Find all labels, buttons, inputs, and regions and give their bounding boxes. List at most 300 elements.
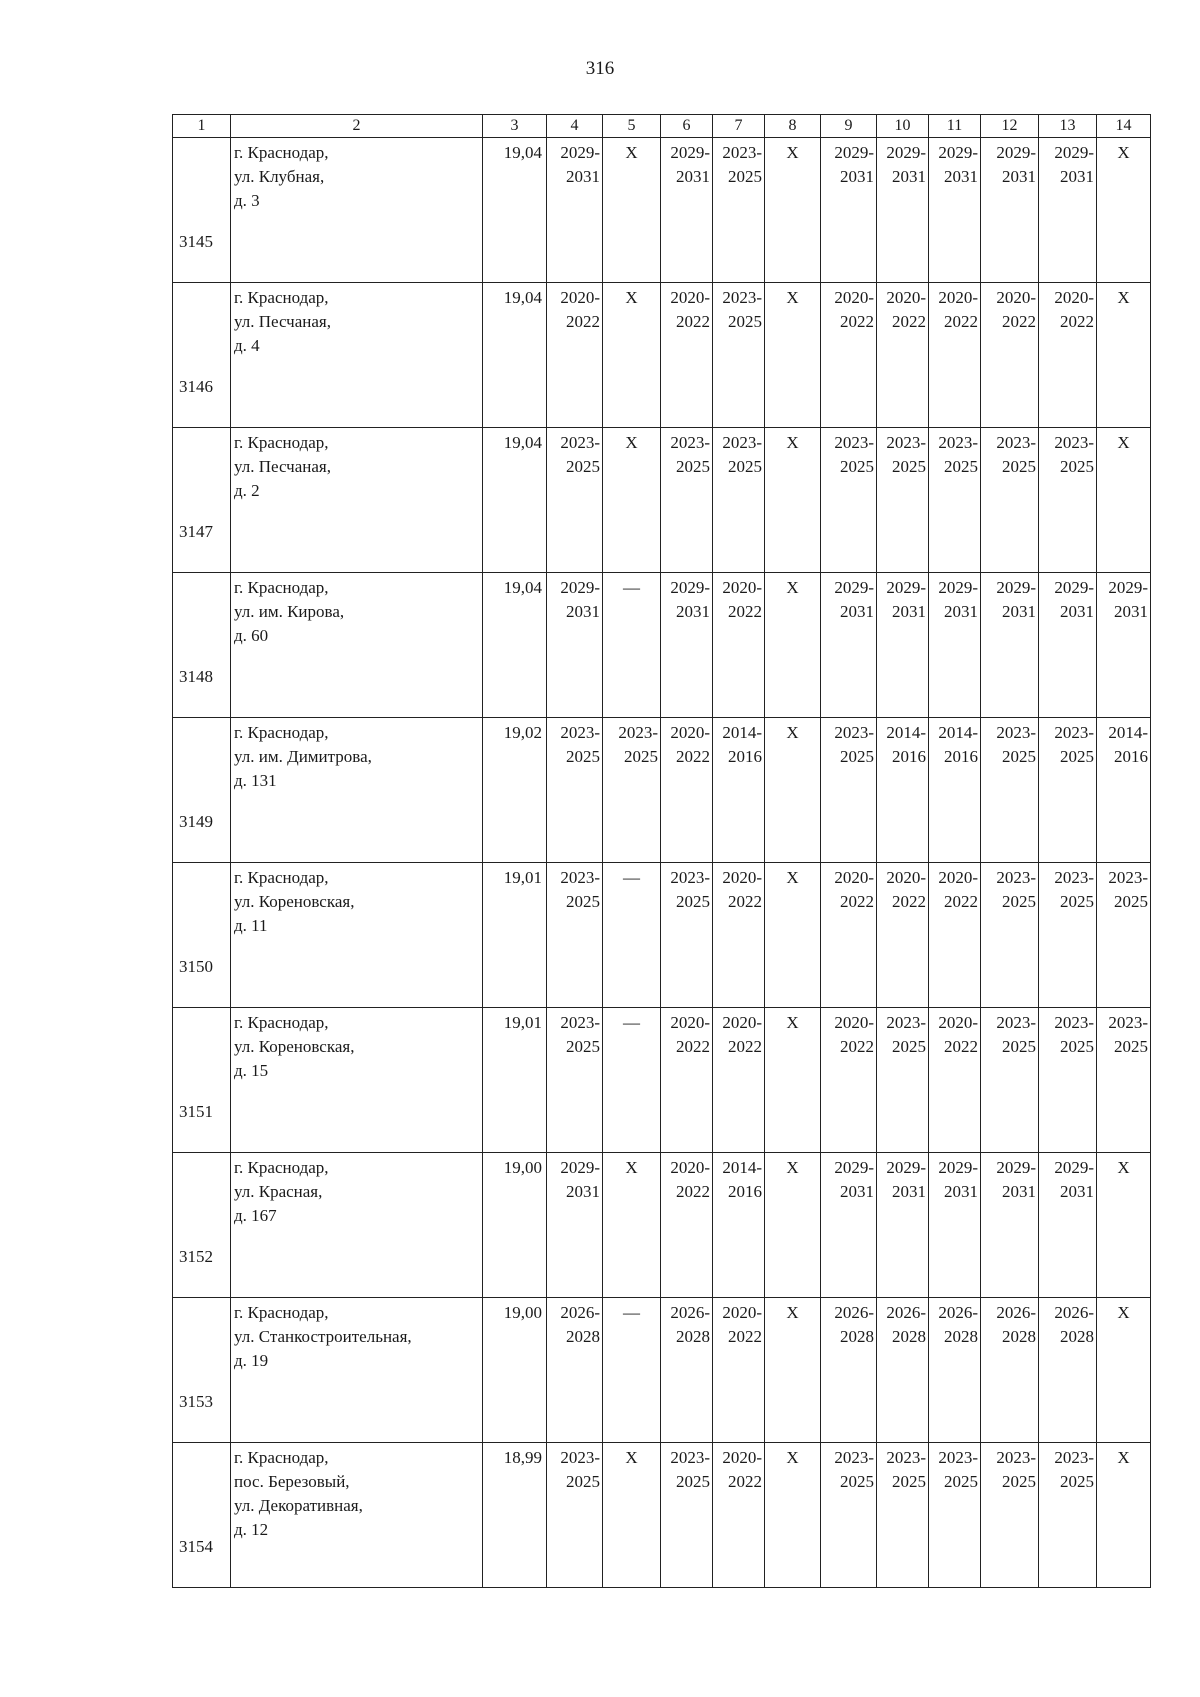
period-cell xyxy=(981,428,1039,573)
period-cell xyxy=(1039,1443,1097,1588)
cell-text: X xyxy=(786,868,799,887)
cell-text: 2029- xyxy=(834,578,874,597)
period-cell xyxy=(821,1008,877,1153)
symbol-cell xyxy=(1097,138,1151,283)
cell-text: 2022 xyxy=(892,892,926,911)
cell-text: 2025 xyxy=(1060,1472,1094,1491)
cell-text: 2031 xyxy=(1060,602,1094,621)
period-cell xyxy=(547,573,603,718)
cell-text: 2020- xyxy=(670,723,710,742)
cell-text: 2023- xyxy=(722,143,762,162)
cell-text: X xyxy=(1117,143,1130,162)
period-cell xyxy=(1039,283,1097,428)
period-cell xyxy=(981,718,1039,863)
cell-text: 2016 xyxy=(892,747,926,766)
row-number: 3146 xyxy=(173,283,231,428)
cell-text: X xyxy=(1117,1448,1130,1467)
period-cell xyxy=(929,1298,981,1443)
cell-text: X xyxy=(786,1303,799,1322)
symbol-cell xyxy=(765,1298,821,1443)
period-cell xyxy=(821,283,877,428)
symbol-cell xyxy=(765,573,821,718)
symbol-cell xyxy=(765,1443,821,1588)
cell-text: 2016 xyxy=(1114,747,1148,766)
cell-text: 2028 xyxy=(1002,1327,1036,1346)
address-cell xyxy=(231,138,483,283)
address-cell xyxy=(231,718,483,863)
period-cell xyxy=(821,863,877,1008)
period-cell xyxy=(713,1443,765,1588)
address-line: г. Краснодар, xyxy=(234,868,329,887)
cell-text: 2026- xyxy=(886,1303,926,1322)
cell-text: 2026- xyxy=(996,1303,1036,1322)
column-header: 9 xyxy=(821,115,877,138)
area-cell: 19,01 xyxy=(483,863,547,1008)
period-cell xyxy=(929,863,981,1008)
cell-text: 2031 xyxy=(1060,1182,1094,1201)
row-number: 3153 xyxy=(173,1298,231,1443)
symbol-cell xyxy=(603,1443,661,1588)
cell-text: 2023- xyxy=(560,868,600,887)
cell-text: 2029- xyxy=(834,143,874,162)
cell-text: X xyxy=(786,433,799,452)
cell-text: 2025 xyxy=(566,1472,600,1491)
period-cell xyxy=(1039,1008,1097,1153)
header-row xyxy=(173,115,1151,138)
cell-text: 2022 xyxy=(892,312,926,331)
period-cell xyxy=(661,718,713,863)
cell-text: 2025 xyxy=(840,1472,874,1491)
cell-text: 2025 xyxy=(566,747,600,766)
cell-text: X xyxy=(625,1448,638,1467)
cell-text: 2028 xyxy=(892,1327,926,1346)
symbol-cell xyxy=(1097,428,1151,573)
symbol-cell xyxy=(765,1153,821,1298)
cell-text: 2020- xyxy=(938,1013,978,1032)
column-header: 2 xyxy=(231,115,483,138)
address-line: пос. Березовый, xyxy=(234,1472,350,1491)
symbol-cell xyxy=(1097,1443,1151,1588)
cell-text: X xyxy=(786,288,799,307)
table-header xyxy=(173,115,1151,138)
address-line: д. 3 xyxy=(234,191,260,210)
cell-text: 2023- xyxy=(1108,1013,1148,1032)
address-cell xyxy=(231,1443,483,1588)
period-cell xyxy=(1097,573,1151,718)
address-line: г. Краснодар, xyxy=(234,433,329,452)
cell-text: 2025 xyxy=(1002,1037,1036,1056)
cell-text: 2023- xyxy=(670,433,710,452)
row-number: 3150 xyxy=(173,863,231,1008)
cell-text: — xyxy=(623,1013,640,1032)
cell-text: 2022 xyxy=(728,1472,762,1491)
cell-text: 2031 xyxy=(566,1182,600,1201)
symbol-cell xyxy=(603,283,661,428)
cell-text: 2031 xyxy=(840,167,874,186)
period-cell xyxy=(1097,718,1151,863)
table-row xyxy=(173,1443,1151,1588)
period-cell xyxy=(929,428,981,573)
period-cell xyxy=(877,1008,929,1153)
cell-text: 2025 xyxy=(1002,457,1036,476)
cell-text: 2023- xyxy=(670,868,710,887)
symbol-cell xyxy=(603,1153,661,1298)
address-line: д. 2 xyxy=(234,481,260,500)
table-row xyxy=(173,138,1151,283)
cell-text: 2028 xyxy=(676,1327,710,1346)
period-cell xyxy=(981,1443,1039,1588)
cell-text: X xyxy=(625,288,638,307)
address-cell xyxy=(231,1153,483,1298)
symbol-cell xyxy=(603,1008,661,1153)
address-line: ул. им. Димитрова, xyxy=(234,747,372,766)
period-cell xyxy=(1097,863,1151,1008)
address-line: д. 60 xyxy=(234,626,269,645)
cell-text: 2025 xyxy=(944,457,978,476)
column-header: 14 xyxy=(1097,115,1151,138)
cell-text: X xyxy=(786,1448,799,1467)
area-cell: 19,00 xyxy=(483,1153,547,1298)
row-number: 3151 xyxy=(173,1008,231,1153)
address-cell xyxy=(231,573,483,718)
column-header: 7 xyxy=(713,115,765,138)
row-number: 3145 xyxy=(173,138,231,283)
address-line: ул. Клубная, xyxy=(234,167,325,186)
cell-text: 2031 xyxy=(566,602,600,621)
period-cell xyxy=(713,283,765,428)
cell-text: 2014- xyxy=(722,723,762,742)
period-cell xyxy=(661,283,713,428)
cell-text: 2025 xyxy=(840,747,874,766)
area-cell: 19,02 xyxy=(483,718,547,863)
cell-text: 2020- xyxy=(886,868,926,887)
cell-text: 2025 xyxy=(892,457,926,476)
period-cell xyxy=(661,1008,713,1153)
row-number: 3147 xyxy=(173,428,231,573)
address-cell xyxy=(231,1298,483,1443)
cell-text: 2023- xyxy=(560,1448,600,1467)
period-cell xyxy=(821,428,877,573)
column-header: 4 xyxy=(547,115,603,138)
symbol-cell xyxy=(603,573,661,718)
period-cell xyxy=(877,428,929,573)
cell-text: 2031 xyxy=(944,1182,978,1201)
cell-text: X xyxy=(786,578,799,597)
cell-text: 2028 xyxy=(566,1327,600,1346)
cell-text: 2026- xyxy=(1054,1303,1094,1322)
address-cell xyxy=(231,1008,483,1153)
cell-text: 2025 xyxy=(1060,1037,1094,1056)
address-line: г. Краснодар, xyxy=(234,143,329,162)
period-cell xyxy=(877,863,929,1008)
period-cell xyxy=(661,138,713,283)
cell-text: 2020- xyxy=(834,1013,874,1032)
column-header: 1 xyxy=(173,115,231,138)
row-number: 3152 xyxy=(173,1153,231,1298)
cell-text: — xyxy=(623,578,640,597)
symbol-cell xyxy=(1097,1153,1151,1298)
cell-text: 2020- xyxy=(670,1013,710,1032)
address-line: д. 15 xyxy=(234,1061,269,1080)
period-cell xyxy=(713,1153,765,1298)
column-header: 6 xyxy=(661,115,713,138)
cell-text: X xyxy=(1117,433,1130,452)
cell-text: 2029- xyxy=(886,143,926,162)
cell-text: 2026- xyxy=(938,1303,978,1322)
address-line: д. 11 xyxy=(234,916,268,935)
cell-text: 2026- xyxy=(560,1303,600,1322)
period-cell xyxy=(821,1153,877,1298)
cell-text: X xyxy=(625,433,638,452)
address-line: ул. Красная, xyxy=(234,1182,323,1201)
cell-text: 2020- xyxy=(722,578,762,597)
period-cell xyxy=(1039,863,1097,1008)
period-cell xyxy=(661,428,713,573)
address-line: г. Краснодар, xyxy=(234,1303,329,1322)
address-line: ул. Станкостроительная, xyxy=(234,1327,412,1346)
cell-text: 2029- xyxy=(834,1158,874,1177)
cell-text: 2020- xyxy=(938,288,978,307)
cell-text: 2023- xyxy=(1054,1448,1094,1467)
period-cell xyxy=(1039,428,1097,573)
period-cell xyxy=(877,718,929,863)
cell-text: 2029- xyxy=(938,143,978,162)
column-header: 3 xyxy=(483,115,547,138)
period-cell xyxy=(547,718,603,863)
period-cell xyxy=(821,1298,877,1443)
cell-text: 2023- xyxy=(560,433,600,452)
cell-text: 2025 xyxy=(566,1037,600,1056)
cell-text: 2025 xyxy=(676,457,710,476)
cell-text: 2023- xyxy=(834,723,874,742)
cell-text: 2025 xyxy=(566,457,600,476)
period-cell xyxy=(603,718,661,863)
cell-text: 2014- xyxy=(1108,723,1148,742)
period-cell xyxy=(821,1443,877,1588)
cell-text: 2020- xyxy=(670,1158,710,1177)
cell-text: 2020- xyxy=(722,1303,762,1322)
table-row xyxy=(173,1153,1151,1298)
cell-text: 2025 xyxy=(624,747,658,766)
address-cell xyxy=(231,428,483,573)
period-cell xyxy=(661,1443,713,1588)
symbol-cell xyxy=(1097,283,1151,428)
period-cell xyxy=(929,1443,981,1588)
registry-table xyxy=(172,114,1151,1588)
cell-text: 2022 xyxy=(1060,312,1094,331)
cell-text: 2020- xyxy=(722,1013,762,1032)
cell-text: 2022 xyxy=(840,312,874,331)
cell-text: 2029- xyxy=(938,1158,978,1177)
cell-text: X xyxy=(625,1158,638,1177)
cell-text: 2022 xyxy=(728,1037,762,1056)
period-cell xyxy=(929,573,981,718)
cell-text: 2023- xyxy=(938,433,978,452)
period-cell xyxy=(1039,718,1097,863)
symbol-cell xyxy=(603,138,661,283)
area-cell: 19,00 xyxy=(483,1298,547,1443)
cell-text: 2023- xyxy=(1054,433,1094,452)
cell-text: 2020- xyxy=(1054,288,1094,307)
cell-text: 2029- xyxy=(996,578,1036,597)
cell-text: 2023- xyxy=(996,1448,1036,1467)
period-cell xyxy=(1039,1153,1097,1298)
cell-text: 2031 xyxy=(676,602,710,621)
cell-text: 2031 xyxy=(676,167,710,186)
cell-text: 2020- xyxy=(670,288,710,307)
cell-text: 2026- xyxy=(834,1303,874,1322)
period-cell xyxy=(547,138,603,283)
row-number: 3148 xyxy=(173,573,231,718)
row-number: 3149 xyxy=(173,718,231,863)
address-line: д. 167 xyxy=(234,1206,277,1225)
area-cell: 19,01 xyxy=(483,1008,547,1153)
cell-text: 2022 xyxy=(944,892,978,911)
period-cell xyxy=(981,138,1039,283)
cell-text: 2029- xyxy=(670,143,710,162)
cell-text: 2031 xyxy=(892,602,926,621)
symbol-cell xyxy=(765,718,821,863)
address-line: д. 4 xyxy=(234,336,260,355)
cell-text: 2025 xyxy=(566,892,600,911)
cell-text: 2020- xyxy=(834,288,874,307)
cell-text: 2025 xyxy=(1002,747,1036,766)
cell-text: 2029- xyxy=(670,578,710,597)
cell-text: 2031 xyxy=(1002,1182,1036,1201)
period-cell xyxy=(929,1008,981,1153)
area-cell: 18,99 xyxy=(483,1443,547,1588)
cell-text: 2031 xyxy=(840,602,874,621)
cell-text: 2022 xyxy=(676,1037,710,1056)
cell-text: 2023- xyxy=(996,723,1036,742)
address-line: г. Краснодар, xyxy=(234,1158,329,1177)
period-cell xyxy=(547,428,603,573)
address-line: г. Краснодар, xyxy=(234,1013,329,1032)
cell-text: 2023- xyxy=(886,1013,926,1032)
period-cell xyxy=(1097,1008,1151,1153)
cell-text: X xyxy=(786,1158,799,1177)
period-cell xyxy=(661,863,713,1008)
table-row xyxy=(173,1008,1151,1153)
cell-text: 2022 xyxy=(840,1037,874,1056)
cell-text: X xyxy=(625,143,638,162)
address-cell xyxy=(231,863,483,1008)
table-row xyxy=(173,428,1151,573)
cell-text: 2025 xyxy=(1060,892,1094,911)
cell-text: 2014- xyxy=(938,723,978,742)
symbol-cell xyxy=(765,428,821,573)
cell-text: 2022 xyxy=(944,1037,978,1056)
cell-text: 2029- xyxy=(996,1158,1036,1177)
cell-text: 2025 xyxy=(892,1037,926,1056)
column-header: 8 xyxy=(765,115,821,138)
cell-text: 2031 xyxy=(840,1182,874,1201)
address-line: д. 131 xyxy=(234,771,277,790)
address-line: г. Краснодар, xyxy=(234,1448,329,1467)
cell-text: 2014- xyxy=(886,723,926,742)
cell-text: 2016 xyxy=(944,747,978,766)
cell-text: 2020- xyxy=(722,868,762,887)
symbol-cell xyxy=(1097,1298,1151,1443)
cell-text: 2026- xyxy=(670,1303,710,1322)
cell-text: 2023- xyxy=(886,433,926,452)
period-cell xyxy=(713,428,765,573)
cell-text: — xyxy=(623,868,640,887)
period-cell xyxy=(821,718,877,863)
table-row xyxy=(173,863,1151,1008)
cell-text: 2022 xyxy=(728,892,762,911)
cell-text: 2031 xyxy=(1114,602,1148,621)
address-line: д. 12 xyxy=(234,1520,269,1539)
column-header: 5 xyxy=(603,115,661,138)
cell-text: 2025 xyxy=(1002,1472,1036,1491)
period-cell xyxy=(547,1443,603,1588)
area-cell: 19,04 xyxy=(483,428,547,573)
period-cell xyxy=(713,863,765,1008)
area-cell: 19,04 xyxy=(483,573,547,718)
cell-text: 2029- xyxy=(1054,143,1094,162)
cell-text: 2022 xyxy=(840,892,874,911)
period-cell xyxy=(981,283,1039,428)
column-header: 10 xyxy=(877,115,929,138)
cell-text: 2025 xyxy=(1060,747,1094,766)
period-cell xyxy=(981,1298,1039,1443)
cell-text: 2023- xyxy=(886,1448,926,1467)
cell-text: 2022 xyxy=(1002,312,1036,331)
cell-text: 2031 xyxy=(892,167,926,186)
period-cell xyxy=(877,1443,929,1588)
cell-text: 2028 xyxy=(840,1327,874,1346)
cell-text: 2023- xyxy=(1054,1013,1094,1032)
cell-text: 2025 xyxy=(1060,457,1094,476)
cell-text: 2031 xyxy=(566,167,600,186)
period-cell xyxy=(547,1153,603,1298)
period-cell xyxy=(981,863,1039,1008)
cell-text: 2025 xyxy=(728,167,762,186)
column-header: 11 xyxy=(929,115,981,138)
cell-text: 2022 xyxy=(728,602,762,621)
period-cell xyxy=(877,1153,929,1298)
address-line: ул. Песчаная, xyxy=(234,312,331,331)
cell-text: 2028 xyxy=(1060,1327,1094,1346)
cell-text: 2023- xyxy=(1054,723,1094,742)
cell-text: 2023- xyxy=(996,433,1036,452)
period-cell xyxy=(1039,1298,1097,1443)
cell-text: 2023- xyxy=(618,723,658,742)
period-cell xyxy=(929,718,981,863)
period-cell xyxy=(1039,573,1097,718)
cell-text: 2029- xyxy=(938,578,978,597)
cell-text: 2031 xyxy=(944,167,978,186)
cell-text: 2025 xyxy=(728,312,762,331)
address-line: ул. им. Кирова, xyxy=(234,602,345,621)
cell-text: 2023- xyxy=(834,1448,874,1467)
period-cell xyxy=(713,1298,765,1443)
address-line: ул. Декоративная, xyxy=(234,1496,363,1515)
cell-text: 2020- xyxy=(938,868,978,887)
cell-text: 2020- xyxy=(886,288,926,307)
period-cell xyxy=(713,718,765,863)
period-cell xyxy=(713,1008,765,1153)
cell-text: 2022 xyxy=(728,1327,762,1346)
period-cell xyxy=(981,1008,1039,1153)
cell-text: 2023- xyxy=(1108,868,1148,887)
cell-text: 2029- xyxy=(1108,578,1148,597)
address-line: ул. Песчаная, xyxy=(234,457,331,476)
cell-text: 2022 xyxy=(676,1182,710,1201)
cell-text: 2022 xyxy=(944,312,978,331)
cell-text: 2029- xyxy=(560,1158,600,1177)
